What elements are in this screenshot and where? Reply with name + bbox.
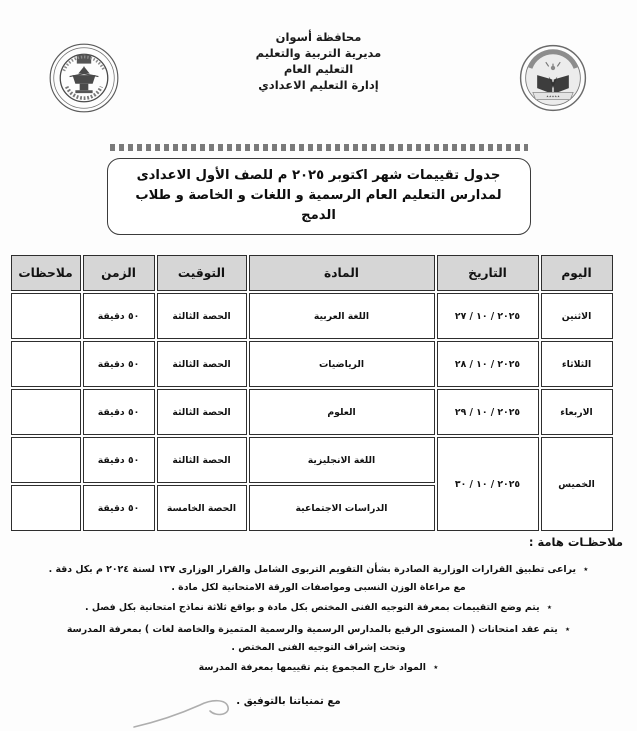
cell-duration: ٥٠ دقيقة: [83, 389, 155, 435]
note-item-4: [14, 661, 623, 676]
note-item-1-text: يراعى تطبيق القرارات الوزارية الصادرة بشأن التقويم التربوى الشامل والقرار الوزارى ١٣٧ لسنة ٢٠٢٤ م بكل دقة .: [48, 564, 576, 576]
column-header-date: التاريخ: [437, 255, 539, 291]
schedule-table-container: [18, 253, 615, 533]
cell-date: ٢٠٢٥ / ١٠ / ٢٩: [437, 389, 539, 435]
cell-timing: الحصة الخامسة: [157, 485, 247, 531]
bullet-star-icon: ٭: [583, 564, 589, 576]
cell-day: الخميس: [541, 437, 613, 531]
cell-notes: [11, 485, 81, 531]
cell-date: ٢٠٢٥ / ١٠ / ٣٠: [437, 437, 539, 531]
note-item-1: [14, 563, 623, 578]
document-header: [0, 0, 637, 138]
column-header-day: اليوم: [541, 255, 613, 291]
cell-notes: [11, 389, 81, 435]
header-line-general-education: التعليم العام: [283, 61, 354, 76]
cell-subject: اللغة الانجليزية: [249, 437, 435, 483]
column-header-timing: التوقيت: [157, 255, 247, 291]
handwritten-signature: [130, 691, 250, 729]
cell-timing: الحصة الثالثة: [157, 437, 247, 483]
notes-heading: ملاحظـات هامة :: [528, 535, 623, 550]
cell-notes: [11, 341, 81, 387]
svg-text:٭٭٭٭٭: ٭٭٭٭٭: [546, 94, 560, 101]
header-line-directorate: مديرية التربية والتعليم: [255, 45, 382, 60]
column-header-notes: ملاحظات: [11, 255, 81, 291]
page-title-line-1: جدول تقييمات شهر اكتوبر ٢٠٢٥ م للصف الأول الاعدادى: [136, 168, 501, 183]
cell-day: الاربعاء: [541, 389, 613, 435]
cell-timing: الحصة الثالثة: [157, 389, 247, 435]
page-title-line-2: لمدارس التعليم العام الرسمية و اللغات و الخاصة و طلاب الدمج: [135, 188, 502, 224]
education-directorate-emblem-icon: [517, 42, 589, 114]
cell-day: الاثنين: [541, 293, 613, 339]
table-row: [11, 293, 613, 339]
bullet-star-icon: ٭: [565, 624, 571, 636]
cell-duration: ٥٠ دقيقة: [83, 485, 155, 531]
bullet-star-icon: ٭: [433, 661, 439, 673]
page-title: [107, 158, 531, 235]
table-row: [11, 341, 613, 387]
column-header-duration: الزمن: [83, 255, 155, 291]
header-line-preparatory-admin: إدارة التعليم الاعدادي: [258, 77, 379, 92]
bullet-star-icon: ٭: [546, 601, 552, 613]
note-item-2: [14, 601, 623, 616]
ministry-of-education-seal-icon: [48, 42, 120, 114]
cell-duration: ٥٠ دقيقة: [83, 341, 155, 387]
cell-notes: [11, 293, 81, 339]
table-row: [11, 437, 613, 483]
closing-statement: مع تمنياتنا بالتوفيق .: [236, 695, 341, 707]
exam-schedule-table: [9, 253, 615, 533]
cell-timing: الحصة الثالثة: [157, 293, 247, 339]
column-header-subject: المادة: [249, 255, 435, 291]
cell-day: الثلاثاء: [541, 341, 613, 387]
note-item-3-subtext: وتحت إشراف التوجيه الفنى المختص .: [231, 641, 406, 653]
cell-duration: ٥٠ دقيقة: [83, 437, 155, 483]
cell-timing: الحصة الثالثة: [157, 341, 247, 387]
table-header-row: [11, 255, 613, 291]
header-line-governorate: محافظة أسوان: [275, 30, 362, 44]
cell-notes: [11, 437, 81, 483]
note-item-1-subtext: مع مراعاة الوزن النسبى ومواصفات الورقة الامتحانية لكل مادة .: [171, 581, 466, 593]
cell-subject: العلوم: [249, 389, 435, 435]
cell-duration: ٥٠ دقيقة: [83, 293, 155, 339]
cell-subject: اللغة العربية: [249, 293, 435, 339]
note-item-3: [14, 623, 623, 638]
decorative-dashed-rule: [110, 144, 528, 151]
notes-list: [14, 563, 623, 675]
note-item-3-text: يتم عقد امتحانات ( المستوى الرفيع بالمدارس الرسمية والرسمية المتميزة والخاصة لغات ) بمعرفة المدرسة: [66, 624, 558, 636]
cell-date: ٢٠٢٥ / ١٠ / ٢٨: [437, 341, 539, 387]
cell-subject: الرياضيات: [249, 341, 435, 387]
cell-subject: الدراسات الاجتماعية: [249, 485, 435, 531]
note-item-2-text: يتم وضع التقييمات بمعرفة التوجيه الفنى المختص بكل مادة و بواقع ثلاثة نماذج امتحانية بكل فصل .: [85, 601, 540, 613]
cell-date: ٢٠٢٥ / ١٠ / ٢٧: [437, 293, 539, 339]
table-row: [11, 389, 613, 435]
note-item-4-text: المواد خارج المجموع يتم تقييمها بمعرفة المدرسة: [198, 661, 426, 673]
